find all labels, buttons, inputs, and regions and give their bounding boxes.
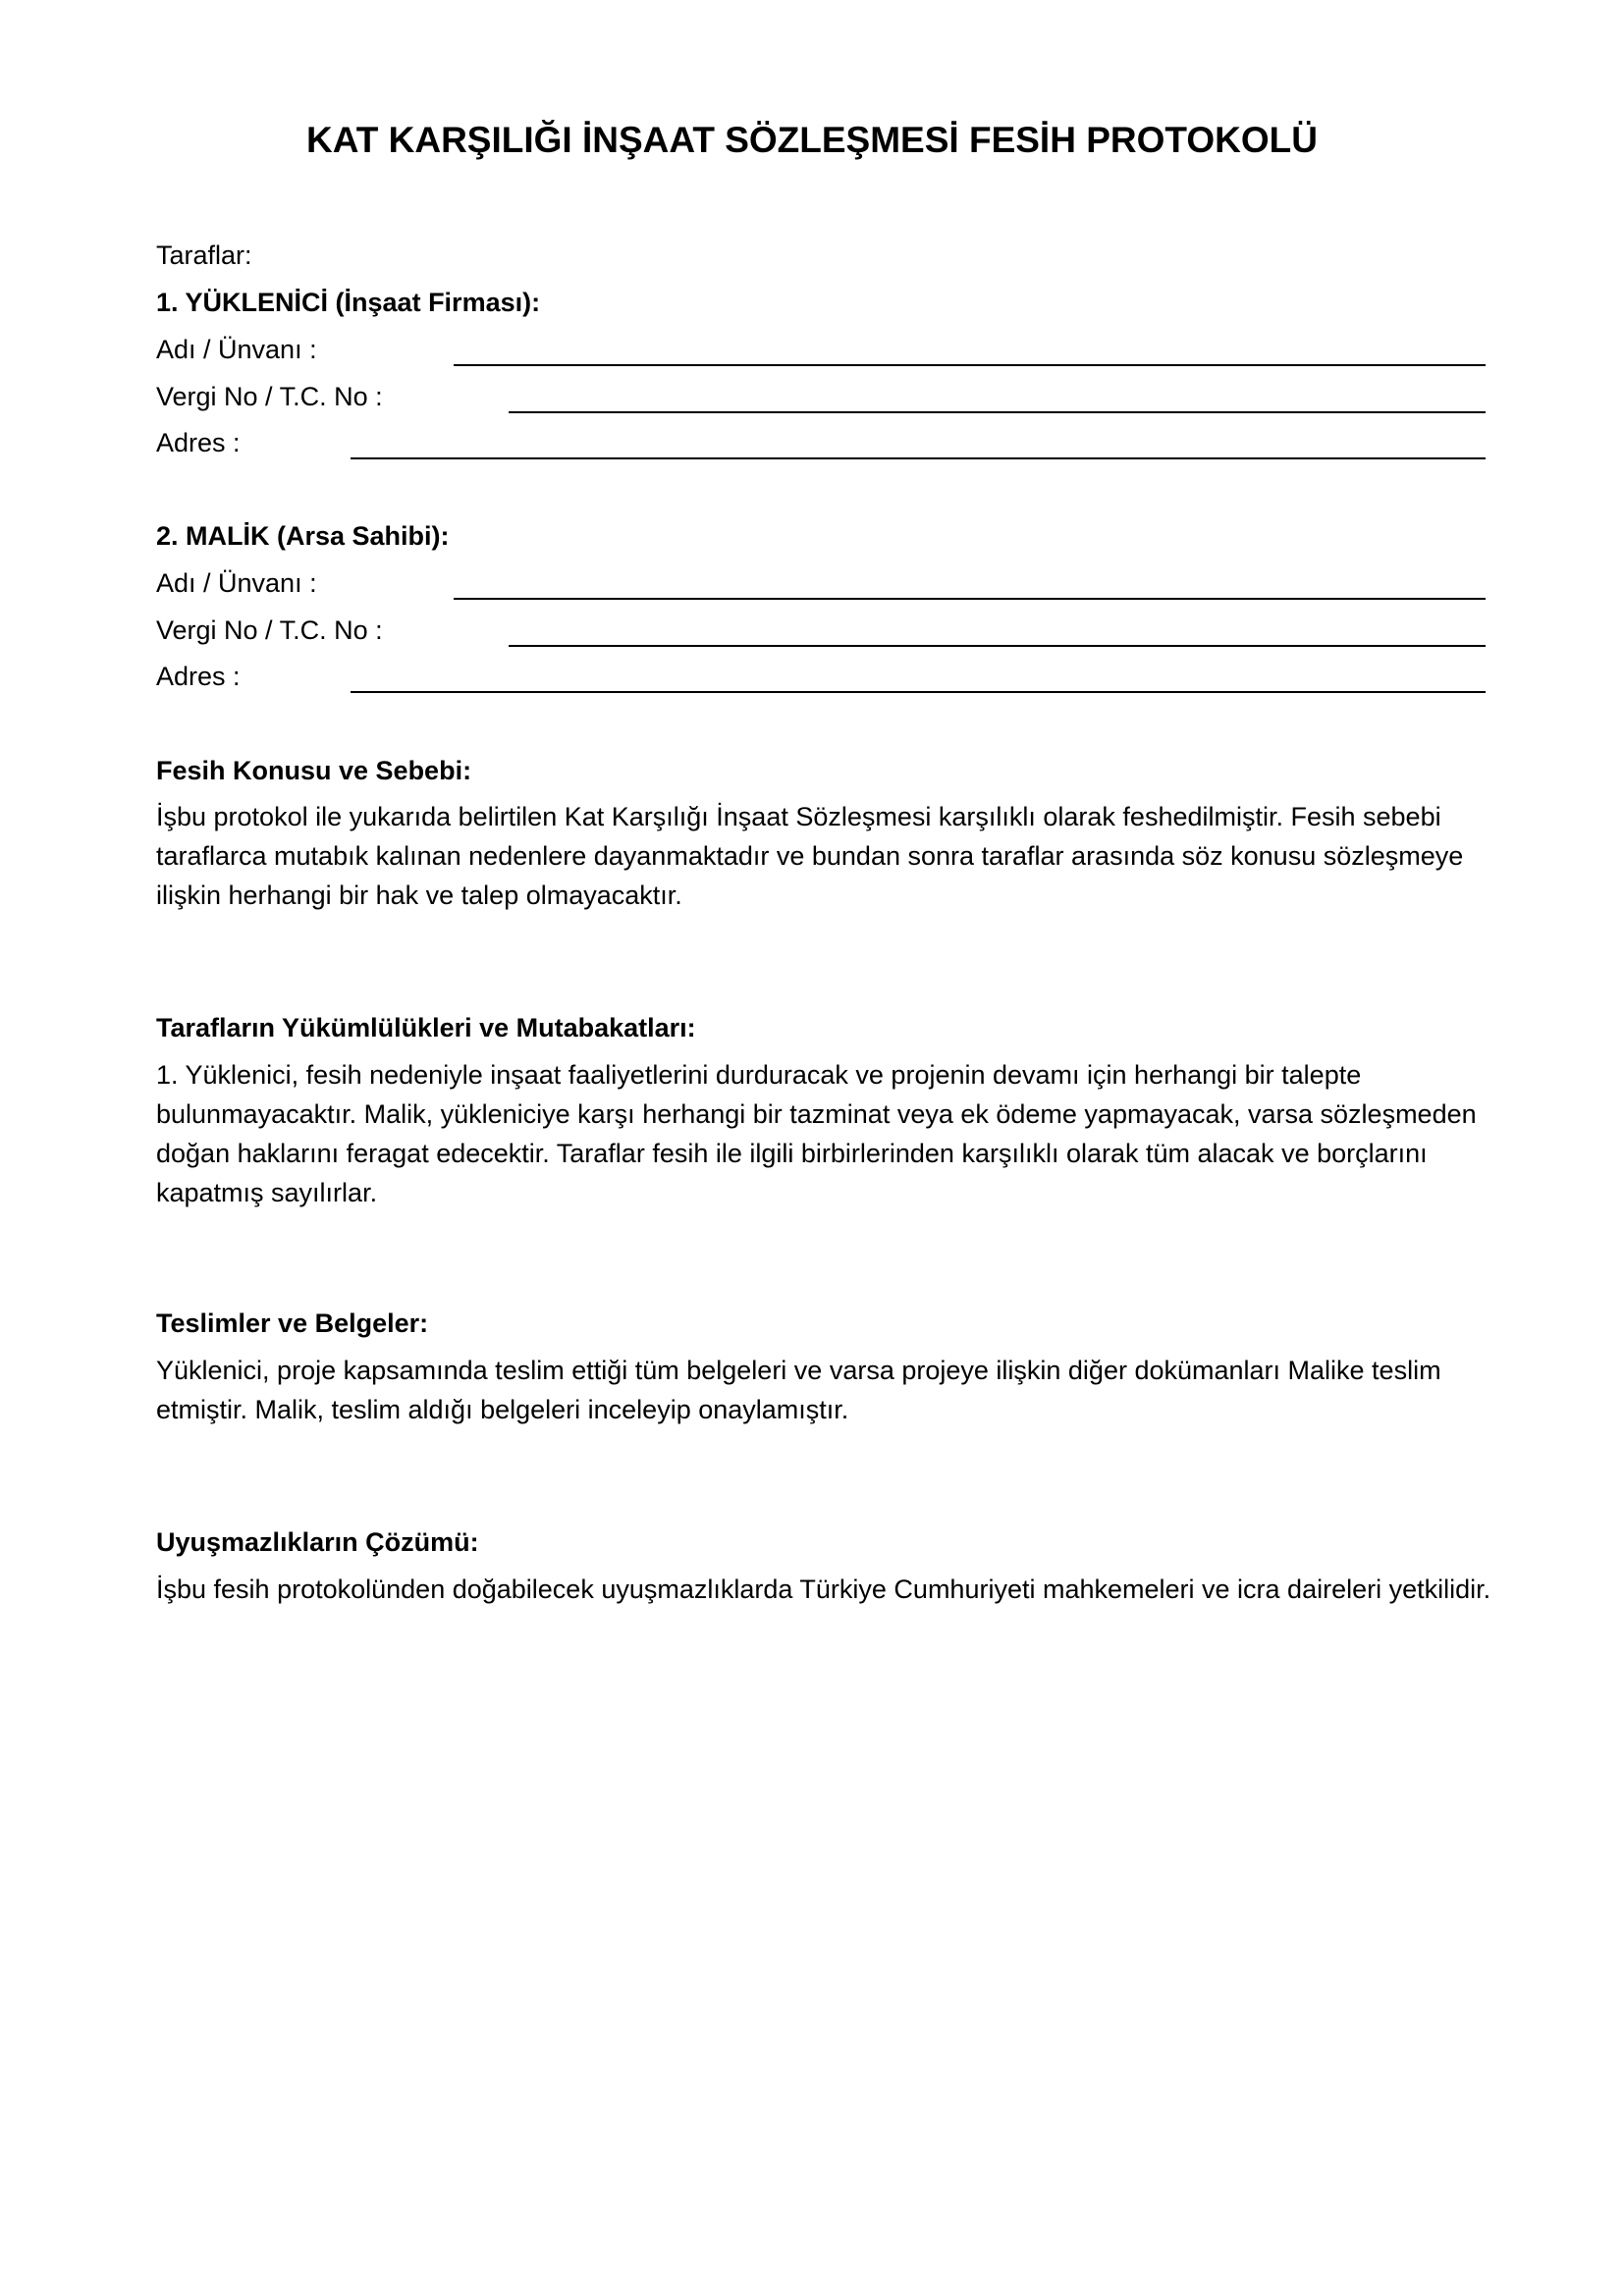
obligations-heading: Tarafların Yükümlülükleri ve Mutabakatları: (156, 1013, 696, 1042)
owner-tax-field-line[interactable] (509, 645, 1486, 647)
document-title: KAT KARŞILIĞI İNŞAAT SÖZLEŞMESİ FESİH PROTOKOLÜ (306, 120, 1318, 160)
owner-address-field-line[interactable] (351, 691, 1486, 693)
contractor-name-label: Adı / Ünvanı : (156, 335, 317, 364)
contractor-address-field-line[interactable] (351, 457, 1486, 459)
contractor-tax-field-line[interactable] (509, 411, 1486, 413)
deliveries-text: Yüklenici, proje kapsamında teslim ettiği tüm belgeleri ve varsa projeye ilişkin diğer dokümanları Malike teslim etmiştir. Malik, teslim aldığı belgeleri inceleyip onaylamıştır. (156, 1356, 1441, 1424)
disputes-text: İşbu fesih protokolünden doğabilecek uyuşmazlıklarda Türkiye Cumhuriyeti mahkemeleri ve icra daireleri yetkilidir. (156, 1575, 1491, 1604)
parties-label: Taraflar: (156, 240, 252, 270)
disputes-heading: Uyuşmazlıkların Çözümü: (156, 1527, 479, 1557)
owner-heading: 2. MALİK (Arsa Sahibi): (156, 521, 450, 551)
termination-text: İşbu protokol ile yukarıda belirtilen Kat Karşılığı İnşaat Sözleşmesi karşılıklı olarak feshedilmiştir. Fesih sebebi taraflarca mutabık kalınan nedenlere dayanmaktadır ve bundan sonra taraflar arasında söz konusu sözleşmeye ilişkin herhangi bir hak ve talep olmayacaktır. (156, 802, 1464, 910)
contractor-tax-label: Vergi No / T.C. No : (156, 382, 383, 411)
deliveries-heading: Teslimler ve Belgeler: (156, 1308, 429, 1338)
owner-name-label: Adı / Ünvanı : (156, 568, 317, 598)
termination-heading: Fesih Konusu ve Sebebi: (156, 756, 472, 785)
contractor-heading: 1. YÜKLENİCİ (İnşaat Firması): (156, 288, 541, 317)
obligations-text: 1. Yüklenici, fesih nedeniyle inşaat faaliyetlerini durduracak ve projenin devamı için herhangi bir talepte bulunmayacaktır. Malik, yükleniciye karşı herhangi bir tazminat veya ek ödeme yapmayacak, varsa sözleşmeden doğan haklarını feragat edecektir. Taraflar fesih ile ilgili birbirlerinden karşılıklı olarak tüm alacak ve borçlarını kapatmış sayılırlar. (156, 1060, 1477, 1207)
contractor-address-label: Adres : (156, 428, 241, 457)
owner-tax-label: Vergi No / T.C. No : (156, 615, 383, 645)
owner-address-label: Adres : (156, 662, 241, 691)
contractor-name-field-line[interactable] (454, 364, 1486, 366)
owner-name-field-line[interactable] (454, 598, 1486, 600)
